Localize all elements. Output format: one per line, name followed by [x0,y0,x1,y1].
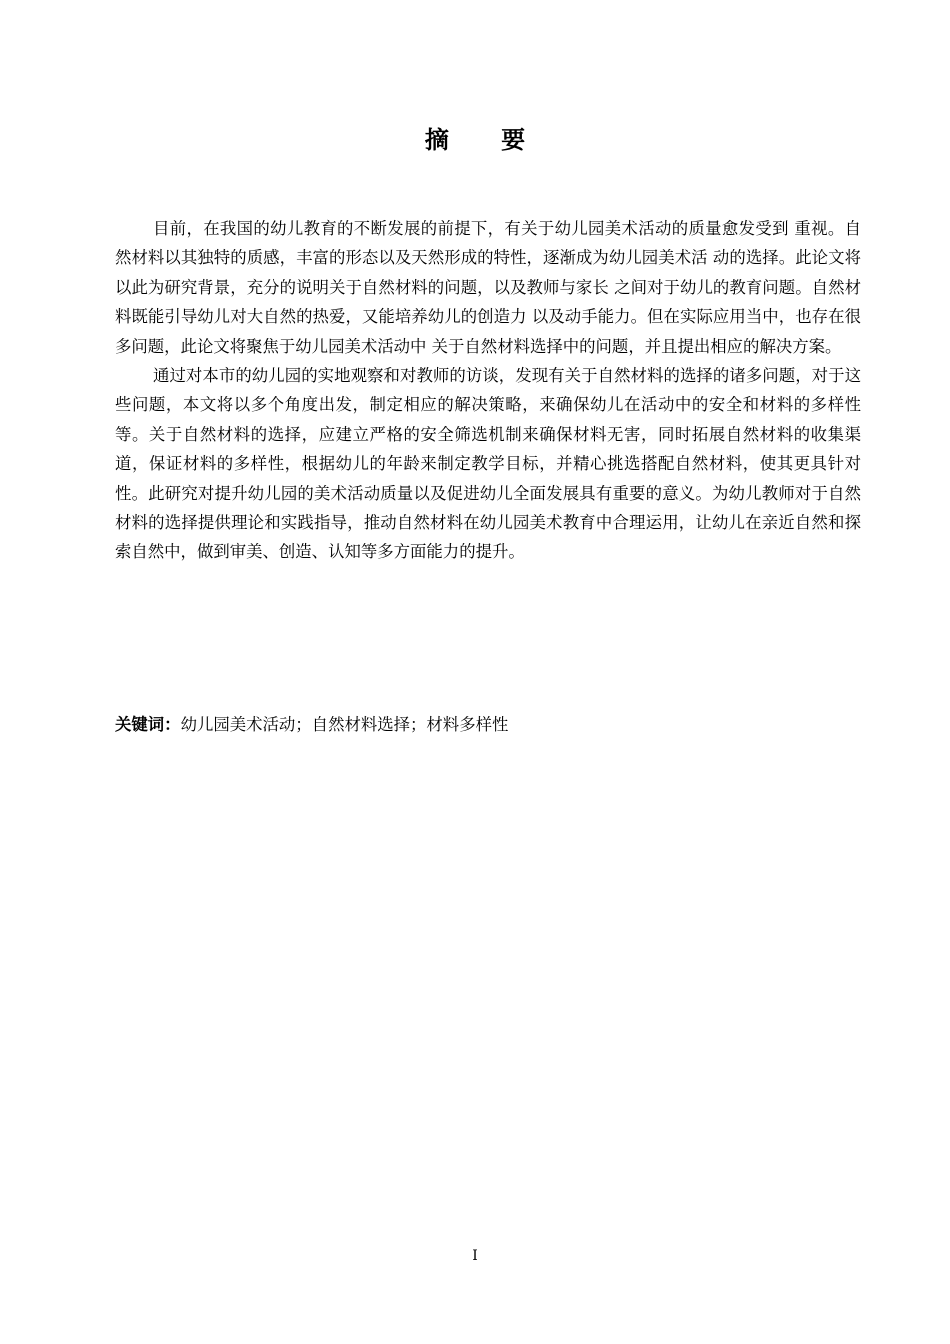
keywords-value: 幼儿园美术活动；自然材料选择；材料多样性 [180,715,509,734]
page-number: I [472,1248,478,1264]
abstract-title: 摘 要 [424,125,548,154]
abstract-paragraph-1: 目前，在我国的幼儿教育的不断发展的前提下，有关于幼儿园美术活动的质量愈发受到 重视。自然材料以其独特的质感，丰富的形态以及天然形成的特性，逐渐成为幼儿园美术活 动的选择。此论文将以此为研究背景，充分的说明关于自然材料的问题，以及教师与家长 之间对于幼儿的教育问题。自然材料既能引导幼儿对大自然的热爱，又能培养幼儿的创造力 以及动手能力。但在实际应用当中，也存在很多问题，此论文将聚焦于幼儿园美术活动中 关于自然材料选择中的问题，并且提出相应的解决方案。 [115,219,861,356]
keywords-label: 关键词： [115,715,181,734]
abstract-body [115,214,861,567]
keywords-line [115,710,861,739]
abstract-paragraph-2: 通过对本市的幼儿园的实地观察和对教师的访谈，发现有关于自然材料的选择的诸多问题，对于这些问题，本文将以多个角度出发，制定相应的解决策略，来确保幼儿在活动中的安全和材料的多样性等。关于自然材料的选择，应建立严格的安全筛选机制来确保材料无害，同时拓展自然材料的收集渠道，保证材料的多样性，根据幼儿的年龄来制定教学目标，并精心挑选搭配自然材料，使其更具针对性。此研究对提升幼儿园的美术活动质量以及促进幼儿全面发展具有重要的意义。为幼儿教师对于自然材料的选择提供理论和实践指导，推动自然材料在幼儿园美术教育中合理运用，让幼儿在亲近自然和探索自然中，做到审美、创造、认知等多方面能力的提升。 [115,366,861,562]
